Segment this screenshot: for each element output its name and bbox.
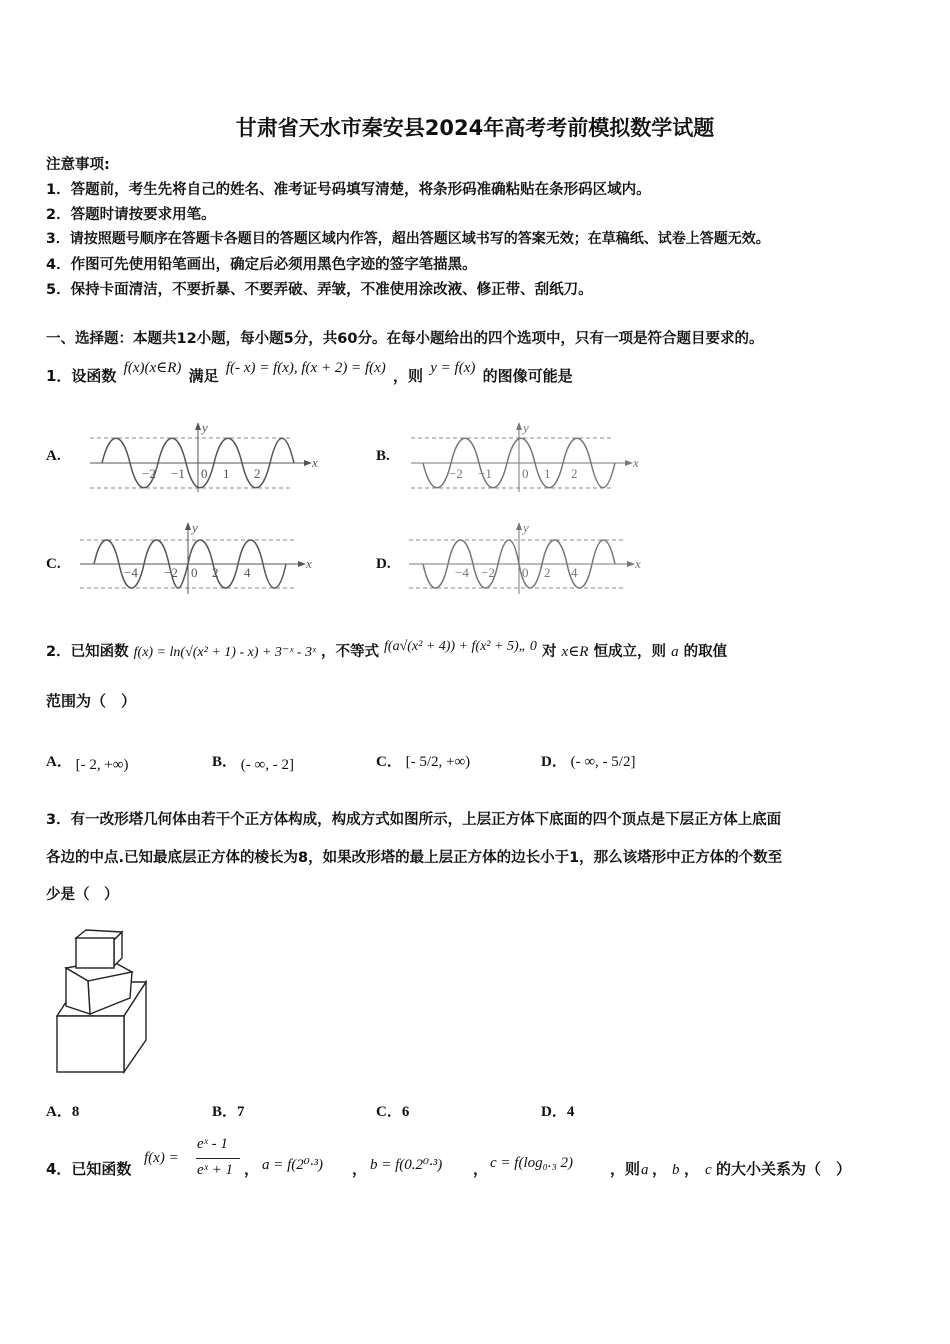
x-axis-label: x <box>635 556 641 571</box>
notice-item: 2．答题时请按要求用笔。 <box>46 207 216 223</box>
tick-label: 0 <box>201 466 208 481</box>
tick-label: 4 <box>571 565 578 580</box>
q1-option-b-graph <box>403 420 648 492</box>
q4-c-def: c = f(log₀.₃ 2) <box>490 1155 574 1171</box>
q4-prefix: 4．已知函数 <box>46 1160 132 1178</box>
tick-label: −4 <box>124 565 138 580</box>
option-label: D． <box>541 754 567 770</box>
tick-label: 1 <box>223 466 230 481</box>
tick-label: 0 <box>191 565 198 580</box>
q1-option-d-label: D. <box>376 556 391 572</box>
tick-label: 4 <box>244 565 251 580</box>
q1-then: ，则 <box>393 367 424 385</box>
tick-label: 1 <box>544 466 551 481</box>
y-axis-arrow <box>185 522 191 530</box>
q2-var-a: a <box>671 644 679 660</box>
notice-heading: 注意事项: <box>46 157 110 173</box>
x-axis-arrow <box>625 460 633 466</box>
tick-label: 2 <box>212 565 219 580</box>
q4-comma: ， <box>352 1160 368 1178</box>
tick-label: 0 <box>522 466 529 481</box>
q1-mid: 满足 <box>188 367 219 385</box>
q4-comma: ， <box>684 1160 700 1178</box>
section-heading: 一、选择题：本题共12小题，每小题5分，共60分。在每小题给出的四个选项中，只有一项是符合题目要求的。 <box>46 331 764 347</box>
bottom-cube-front <box>57 1016 124 1072</box>
tick-label: 2 <box>254 466 261 481</box>
y-axis-arrow <box>516 522 522 530</box>
q2-option-a <box>46 750 128 771</box>
tick-label: −2 <box>481 565 495 580</box>
q1-condition: f(- x) = f(x), f(x + 2) = f(x) <box>225 360 386 376</box>
option-value: (- ∞, - 2] <box>240 757 294 773</box>
q4-f-lhs: f(x) = <box>144 1150 179 1166</box>
page-title: 甘肃省天水市秦安县2024年高考考前模拟数学试题 <box>235 116 715 140</box>
q3-line: 各边的中点.已知最底层正方体的棱长为8，如果改形塔的最上层正方体的边长小于1，那么该塔形中正方体的个数至 <box>46 850 783 866</box>
tick-label: 2 <box>571 466 578 481</box>
x-axis-label: x <box>633 455 639 470</box>
q1-option-d-graph <box>403 520 648 598</box>
q1-option-a-label: A. <box>46 448 61 464</box>
y-axis-arrow <box>195 422 201 430</box>
tick-label: −1 <box>171 466 185 481</box>
q1-option-c-graph <box>74 520 314 598</box>
y-axis-label: y <box>192 520 198 535</box>
tick-label: −1 <box>478 466 492 481</box>
q2-line2: 范围为（ ） <box>46 692 137 710</box>
q1-option-a-graph <box>82 420 322 492</box>
q4-var-b: b <box>672 1162 680 1178</box>
notice-item: 4．作图可先使用铅笔画出，确定后必须用黑色字迹的签字笔描黑。 <box>46 257 477 273</box>
tick-label: −2 <box>164 565 178 580</box>
option-label: B． <box>212 754 238 770</box>
q4-comma: ， <box>652 1160 668 1178</box>
q2-option-d <box>541 750 635 771</box>
y-axis-label: y <box>202 420 208 435</box>
q2-function: f(x) = ln(√(x² + 1) - x) + 3⁻ˣ - 3ˣ <box>133 645 316 660</box>
q1-y: y = f(x) <box>430 360 476 376</box>
q1-suffix: 的图像可能是 <box>482 367 573 385</box>
q2-range: 的取值 <box>683 644 728 660</box>
option-value: [- 5/2, +∞) <box>405 754 471 770</box>
q1-stem <box>46 360 573 386</box>
q2-for: 对 <box>541 644 557 660</box>
q2-option-c <box>376 750 470 771</box>
q4-comma: ， <box>473 1160 489 1178</box>
q4-then: ，则 <box>610 1160 641 1178</box>
x-axis-label: x <box>312 455 318 470</box>
y-axis-label: y <box>523 520 529 535</box>
q2-inequality: f(a√(x² + 4)) + f(x² + 5)„ 0 <box>384 639 537 654</box>
q4-numerator: eˣ - 1 <box>197 1136 228 1152</box>
tick-label: −4 <box>455 565 469 580</box>
q2-stem <box>46 640 727 661</box>
q4-var-c: c <box>705 1162 712 1178</box>
q2-domain: x∈R <box>561 644 589 660</box>
q4-suffix: 的大小关系为（ ） <box>716 1160 852 1178</box>
tick-label: 0 <box>522 565 529 580</box>
q1-option-b-label: B. <box>376 448 390 464</box>
y-axis-arrow <box>516 422 522 430</box>
option-label: A． <box>46 754 72 770</box>
q4-comma: ， <box>244 1160 260 1178</box>
y-axis-label: y <box>523 420 529 435</box>
q1-prefix: 1．设函数 <box>46 367 117 385</box>
q4-var-a: a <box>641 1162 649 1178</box>
x-axis-arrow <box>298 561 306 567</box>
q2-prefix: 2．已知函数 <box>46 644 129 660</box>
x-axis-label: x <box>306 556 312 571</box>
option-value: (- ∞, - 5/2] <box>570 754 636 770</box>
q2-hold: 恒成立，则 <box>593 644 667 660</box>
fraction-bar <box>196 1158 240 1159</box>
q1-f-def: f(x)(x∈R) <box>123 360 182 376</box>
notice-item: 1．答题前，考生先将自己的姓名、准考证号码填写清楚，将条形码准确粘贴在条形码区域内。 <box>46 182 651 198</box>
q4-b-def: b = f(0.2⁰·³) <box>370 1157 443 1173</box>
q3-line: 少是（ ） <box>46 887 119 903</box>
q4-a-def: a = f(2⁰·³) <box>262 1157 324 1173</box>
tower-figure <box>52 928 152 1076</box>
q4-denominator: eˣ + 1 <box>197 1162 234 1178</box>
tick-label: 2 <box>544 565 551 580</box>
tick-label: −2 <box>449 466 463 481</box>
q3-option-b: B．7 <box>212 1104 245 1120</box>
q3-line: 3．有一改形塔几何体由若干个正方体构成，构成方式如图所示，上层正方体下底面的四个顶点是下层正方体上底面 <box>46 812 782 828</box>
tick-label: −2 <box>142 466 156 481</box>
q1-option-c-label: C. <box>46 556 61 572</box>
option-value: [- 2, +∞) <box>75 757 129 773</box>
x-axis-arrow <box>304 460 312 466</box>
x-axis-arrow <box>627 561 635 567</box>
option-label: C． <box>376 754 402 770</box>
q2-ineq-text: ，不等式 <box>320 644 379 660</box>
top-cube-front <box>76 938 114 968</box>
q3-option-a: A．8 <box>46 1104 80 1120</box>
notice-item: 3．请按照题号顺序在答题卡各题目的答题区域内作答，超出答题区域书写的答案无效；在草稿纸、试卷上答题无效。 <box>46 231 770 247</box>
notice-item: 5．保持卡面清洁，不要折暴、不要弄破、弄皱，不准使用涂改液、修正带、刮纸刀。 <box>46 282 593 298</box>
q2-option-b <box>212 750 294 771</box>
q3-option-c: C．6 <box>376 1104 410 1120</box>
q3-option-d: D．4 <box>541 1104 575 1120</box>
